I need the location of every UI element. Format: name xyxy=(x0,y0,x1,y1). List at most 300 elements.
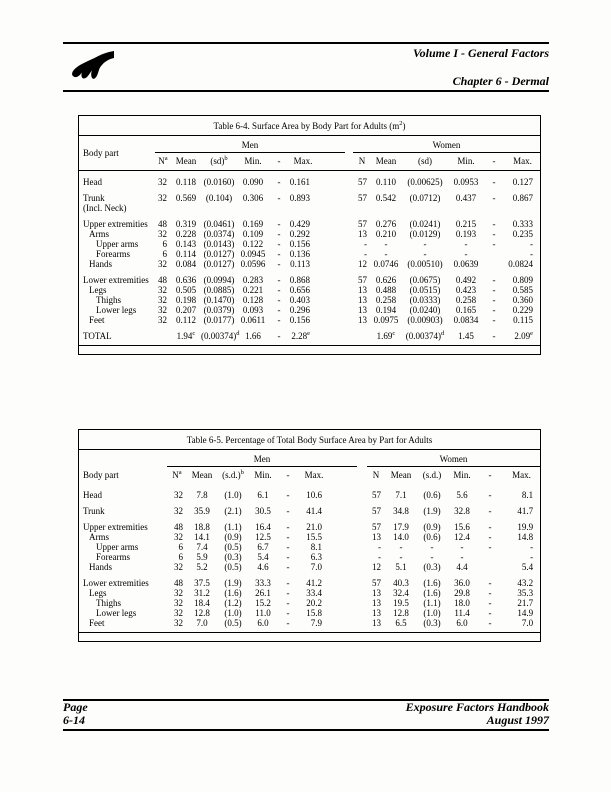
table-row xyxy=(79,213,540,229)
body-part-label: Upper extremities xyxy=(83,522,148,532)
cell-min-men: 30.5 xyxy=(255,506,271,516)
cell-sep-women: - xyxy=(488,532,492,542)
cell-min-men: 4.6 xyxy=(257,562,269,572)
spacer xyxy=(329,467,367,484)
body-part-label: Legs xyxy=(89,285,107,295)
body-part-cell xyxy=(79,213,155,229)
cell-sep-women: - xyxy=(492,177,496,187)
cell-sep-men: - xyxy=(277,239,281,249)
body-part-cell xyxy=(79,562,167,572)
cell-max-women: - xyxy=(530,542,534,552)
body-part-label: Lower legs xyxy=(96,305,137,315)
body-part-cell xyxy=(79,239,155,249)
cell-sep-men: - xyxy=(286,552,290,562)
men-group-header xyxy=(167,450,367,467)
cell-mean-men: 31.2 xyxy=(194,588,210,598)
spacer xyxy=(329,532,367,542)
cell-sd-men: (0.0885) xyxy=(203,285,235,295)
cell-min-women: 5.6 xyxy=(456,490,468,500)
cell-min-women: 18.0 xyxy=(454,598,470,608)
body-part-cell xyxy=(79,171,155,188)
table-row xyxy=(79,516,540,532)
cell-sd-men: (0.0461) xyxy=(203,219,235,229)
cell-sep-men: - xyxy=(277,305,281,315)
cell-sep-men: - xyxy=(277,249,281,259)
cell-min-women: - xyxy=(464,249,468,259)
table-row xyxy=(79,187,540,213)
cell-min-women: 0.193 xyxy=(455,229,477,239)
cell-n-men: 6 xyxy=(178,552,183,562)
cell-max-women: 0.333 xyxy=(512,219,534,229)
cell-min-men: 0.283 xyxy=(242,275,264,285)
cell-sep-women: - xyxy=(492,315,496,325)
cell-mean-men: 0.143 xyxy=(175,239,197,249)
cell-max-men: 21.0 xyxy=(306,522,322,532)
body-part-cell xyxy=(79,608,167,618)
spacer xyxy=(317,259,353,269)
cell-sd-men: (0.0177) xyxy=(203,315,235,325)
cell-n-women: 57 xyxy=(372,506,382,516)
body-part-cell xyxy=(79,542,167,552)
cell-mean-men: 7.4 xyxy=(196,542,208,552)
body-part-header: Body part xyxy=(83,470,119,480)
cell-mean-men: 14.1 xyxy=(194,532,210,542)
col-header: - xyxy=(269,153,289,171)
cell-sd-men: (0.1470) xyxy=(203,295,235,305)
cell-n-men: 6 xyxy=(162,249,167,259)
cell-sd-women: $(0.00374)^d$ xyxy=(405,330,445,341)
cell-max-men: 0.403 xyxy=(289,295,310,305)
cell-mean-women: 32.4 xyxy=(393,588,409,598)
cell-sd-women: (0.00510) xyxy=(407,259,443,269)
cell-sep-women: - xyxy=(488,490,492,500)
spacer xyxy=(329,500,367,516)
cell-mean-women: - xyxy=(399,542,403,552)
cell-mean-women: - xyxy=(384,249,388,259)
cell-mean-women: - xyxy=(399,552,403,562)
footer-title-block xyxy=(406,701,549,727)
cell-mean-men: 0.569 xyxy=(175,193,197,203)
cell-sep-women: - xyxy=(488,506,492,516)
cell-mean-men: 7.0 xyxy=(196,618,208,628)
col-header: Min. xyxy=(237,153,269,171)
cell-n-women: 57 xyxy=(358,193,367,203)
cell-sep-men: - xyxy=(277,259,281,269)
cell-sd-women: (0.0240) xyxy=(409,305,441,315)
cell-mean-men: 0.228 xyxy=(175,229,197,239)
col-header: Mean xyxy=(171,153,201,171)
cell-sd-women: (0.9) xyxy=(423,522,441,532)
cell-n-men: 32 xyxy=(174,608,183,618)
cell-min-men: 6.1 xyxy=(257,490,269,500)
cell-mean-women: 0.258 xyxy=(375,295,397,305)
cell-n-women: - xyxy=(378,552,382,562)
women-label: Women xyxy=(432,140,461,150)
cell-sd-women: (0.00625) xyxy=(407,177,443,187)
cell-mean-women: 12.8 xyxy=(393,608,409,618)
cell-mean-women: 0.210 xyxy=(375,229,397,239)
body-part-label: Head xyxy=(83,490,102,500)
cell-mean-women: 7.1 xyxy=(395,490,407,500)
cell-n-women: 13 xyxy=(358,315,367,325)
cell-n-women: 57 xyxy=(372,490,382,500)
cell-n-women: 13 xyxy=(358,295,367,305)
cell-max-men: 0.656 xyxy=(289,285,310,295)
cell-sep-men: - xyxy=(286,608,290,618)
cell-min-men: 0.090 xyxy=(242,177,264,187)
body-part-cell xyxy=(79,618,167,628)
footer-page-block xyxy=(63,701,88,727)
cell-n-women: 57 xyxy=(372,522,382,532)
spacer xyxy=(317,315,353,325)
spacer xyxy=(317,295,353,305)
cell-sd-men: (0.0127) xyxy=(203,249,235,259)
cell-min-men: 0.122 xyxy=(242,239,264,249)
spacer xyxy=(329,516,367,532)
cell-max-women: 0.585 xyxy=(512,285,534,295)
cell-min-women: 0.215 xyxy=(455,219,477,229)
cell-sep-men: - xyxy=(277,315,281,325)
table-row xyxy=(79,608,540,618)
cell-mean-women: 0.276 xyxy=(375,219,397,229)
cell-n-men: 32 xyxy=(174,618,183,628)
cell-mean-men: 0.118 xyxy=(176,177,196,187)
cell-mean-women: 0.626 xyxy=(375,275,397,285)
cell-mean-men: 7.8 xyxy=(196,490,208,500)
cell-sep-men: - xyxy=(286,588,290,598)
spacer xyxy=(317,239,353,249)
cell-min-women: 15.6 xyxy=(454,522,470,532)
cell-sep-men: - xyxy=(286,522,290,532)
cell-sep-women: - xyxy=(492,331,496,341)
body-part-cell xyxy=(79,259,155,269)
cell-mean-men: 37.5 xyxy=(194,578,210,588)
spacer xyxy=(317,305,353,315)
body-part-cell xyxy=(79,187,155,213)
cell-sep-men: - xyxy=(286,562,290,572)
cell-mean-men: 5.2 xyxy=(196,562,208,572)
col-header: N xyxy=(353,153,371,171)
cell-sd-men: (1.0) xyxy=(224,608,242,618)
cell-sd-women: (0.6) xyxy=(423,532,441,542)
header-top-rule xyxy=(63,42,549,44)
women-group-header xyxy=(353,136,540,153)
cell-max-women: 0.115 xyxy=(513,315,534,325)
cell-mean-women: 1.69$^c$ xyxy=(376,330,396,341)
cell-sep-men: - xyxy=(286,532,290,542)
spacer xyxy=(329,484,367,500)
cell-sep-men: - xyxy=(277,219,281,229)
cell-min-women: 29.8 xyxy=(454,588,470,598)
cell-min-men: 0.109 xyxy=(242,229,264,239)
cell-n-women: 13 xyxy=(372,618,382,628)
table-row xyxy=(79,269,540,285)
body-part-label: Upper extremities xyxy=(83,219,148,229)
cell-n-women: 13 xyxy=(358,229,367,239)
cell-sd-men: (0.0143) xyxy=(203,239,235,249)
cell-sd-men: (0.5) xyxy=(224,562,242,572)
table-6-5-box xyxy=(78,429,541,642)
table-6-4-box xyxy=(78,115,541,355)
men-group-header xyxy=(155,136,353,153)
cell-mean-women: 6.5 xyxy=(395,618,407,628)
cell-n-men: 32 xyxy=(158,259,167,269)
cell-n-men: 32 xyxy=(158,305,167,315)
cell-max-men: 6.3 xyxy=(310,552,322,562)
cell-n-men: 32 xyxy=(174,598,183,608)
cell-sd-men: (0.0127) xyxy=(203,259,235,269)
cell-sd-women: (0.3) xyxy=(423,618,441,628)
cell-mean-women: 0.0975 xyxy=(373,315,399,325)
cell-mean-men: 35.9 xyxy=(194,506,210,516)
cell-mean-women: 5.1 xyxy=(395,562,407,572)
cell-sep-women: - xyxy=(492,219,496,229)
footer-page-label: Page xyxy=(63,700,88,714)
table-row xyxy=(79,239,540,249)
men-label: Men xyxy=(241,140,259,150)
cell-min-men: 0.306 xyxy=(242,193,264,203)
cell-max-women: 8.1 xyxy=(521,490,534,500)
cell-mean-women: 14.0 xyxy=(393,532,409,542)
cell-sd-men: (0.0160) xyxy=(203,177,235,187)
table-6-5-footnotes xyxy=(79,632,540,641)
cell-mean-men: 0.207 xyxy=(175,305,197,315)
cell-max-men: 0.136 xyxy=(289,249,310,259)
cell-n-women: - xyxy=(378,542,382,552)
body-part-cell xyxy=(79,325,155,341)
cell-sd-men: (0.0994) xyxy=(203,275,235,285)
col-header: Max. xyxy=(505,153,540,171)
cell-min-women: 0.0834 xyxy=(453,315,479,325)
cell-n-men: 6 xyxy=(178,542,183,552)
cell-n-women: 13 xyxy=(358,305,367,315)
cell-sd-men: (1.2) xyxy=(224,598,242,608)
table-row xyxy=(79,500,540,516)
cell-n-women: 13 xyxy=(372,588,382,598)
cell-sd-men: (0.104) xyxy=(205,193,233,203)
cell-max-men: 0.429 xyxy=(289,219,310,229)
cell-sd-men: (0.0374) xyxy=(203,229,235,239)
col-header: $(s.d.)^b$ xyxy=(222,469,244,480)
cell-min-women: 0.165 xyxy=(455,305,477,315)
table-row xyxy=(79,305,540,315)
women-group-header xyxy=(367,450,540,467)
cell-min-men: 0.128 xyxy=(242,295,264,305)
cell-max-women: 0.809 xyxy=(512,275,534,285)
cell-n-men: 32 xyxy=(174,562,183,572)
col-header: Min. xyxy=(254,470,272,480)
cell-sd-women: (0.6) xyxy=(423,490,441,500)
body-part-cell xyxy=(79,249,155,259)
cell-mean-men: 18.4 xyxy=(194,598,210,608)
cell-max-women: - xyxy=(530,249,534,259)
body-part-label: Forearms xyxy=(96,249,130,259)
cell-sd-men: (0.5) xyxy=(224,618,242,628)
footer-handbook-title: Exposure Factors Handbook xyxy=(405,700,549,714)
footer-date: August 1997 xyxy=(486,713,549,727)
body-part-label: Arms xyxy=(89,532,109,542)
cell-min-men: 0.093 xyxy=(242,305,264,315)
cell-mean-men: 0.505 xyxy=(175,285,197,295)
cell-n-women: 13 xyxy=(372,532,382,542)
cell-mean-women: 0.488 xyxy=(375,285,397,295)
cell-sd-women: (1.1) xyxy=(423,598,441,608)
cell-sep-men: - xyxy=(277,177,281,187)
table-row xyxy=(79,618,540,628)
cell-max-men: 41.4 xyxy=(306,506,322,516)
cell-n-men: 48 xyxy=(158,219,167,229)
body-part-label: Thighs xyxy=(96,295,122,305)
spacer xyxy=(329,572,367,588)
cell-sd-men: (1.1) xyxy=(224,522,242,532)
body-part-label: Feet xyxy=(89,315,105,325)
cell-sep-women: - xyxy=(488,588,492,598)
cell-sd-women: (0.0712) xyxy=(409,193,441,203)
cell-sep-men: - xyxy=(286,598,290,608)
cell-sep-women xyxy=(477,552,503,562)
cell-min-women: 0.492 xyxy=(455,275,477,285)
table-row xyxy=(79,171,540,188)
cell-mean-women: 34.8 xyxy=(393,506,409,516)
body-part-label: Lower legs xyxy=(96,608,137,618)
cell-max-men: 0.893 xyxy=(289,193,310,203)
cell-mean-men: 12.8 xyxy=(194,608,210,618)
cell-sep-women: - xyxy=(492,193,496,203)
cell-sep-women xyxy=(477,562,503,572)
spacer xyxy=(329,562,367,572)
cell-max-women: 5.4 xyxy=(521,562,534,572)
cell-min-women: - xyxy=(464,239,468,249)
cell-max-men: 15.5 xyxy=(306,532,322,542)
cell-sep-men: - xyxy=(277,229,281,239)
table-row xyxy=(79,249,540,259)
body-part-cell xyxy=(79,295,155,305)
cell-sep-women: - xyxy=(488,578,492,588)
cell-max-men: 8.1 xyxy=(310,542,322,552)
body-part-cell xyxy=(79,552,167,562)
body-part-label: Arms xyxy=(89,229,109,239)
col-header: Max. xyxy=(304,470,324,480)
col-header: Min. xyxy=(449,153,483,171)
cell-max-women: 0.229 xyxy=(512,305,534,315)
body-part-cell xyxy=(79,315,155,325)
cell-mean-men: 0.319 xyxy=(175,219,197,229)
cell-n-women: - xyxy=(364,249,367,259)
cell-sep-women: - xyxy=(492,275,496,285)
cell-sd-women: (0.0241) xyxy=(409,219,441,229)
body-part-label: Lower extremities xyxy=(83,578,149,588)
cell-mean-women: 0.194 xyxy=(375,305,397,315)
cell-max-women: 7.0 xyxy=(521,618,534,628)
cell-max-women: 19.9 xyxy=(517,522,534,532)
col-header: Max. xyxy=(289,153,317,171)
cell-max-women: 41.7 xyxy=(517,506,534,516)
cell-max-women: - xyxy=(530,552,534,562)
cell-n-men: 32 xyxy=(158,177,167,187)
cell-min-women: 1.45 xyxy=(458,331,474,341)
cell-sep-men: - xyxy=(286,542,290,552)
spacer xyxy=(317,153,353,171)
cell-n-men xyxy=(155,325,171,341)
cell-sd-women: (0.3) xyxy=(423,562,441,572)
cell-max-women: 0.0824 xyxy=(508,259,534,269)
spacer xyxy=(317,229,353,239)
table-row xyxy=(79,229,540,239)
cell-sd-women: (0.0333) xyxy=(409,295,441,305)
cell-min-women: 0.258 xyxy=(455,295,477,305)
cell-min-men: 16.4 xyxy=(255,522,271,532)
cell-max-men: 7.9 xyxy=(310,618,322,628)
table-row xyxy=(79,532,540,542)
body-part-cell xyxy=(79,500,167,516)
cell-sep-men: - xyxy=(286,490,290,500)
cell-sd-men: (1.6) xyxy=(224,588,242,598)
cell-min-women: 32.8 xyxy=(454,506,470,516)
cell-n-women: 13 xyxy=(372,598,382,608)
body-part-cell xyxy=(79,305,155,315)
body-part-cell xyxy=(79,285,155,295)
cell-min-women: 0.423 xyxy=(455,285,477,295)
cell-sd-men: (1.0) xyxy=(224,490,242,500)
cell-max-men: 2.28e xyxy=(291,330,310,341)
body-part-cell xyxy=(79,588,167,598)
cell-sep-men: - xyxy=(286,506,290,516)
cell-n-women: 57 xyxy=(372,578,382,588)
cell-mean-women: 17.9 xyxy=(393,522,409,532)
cell-sep-men: - xyxy=(277,275,281,285)
cell-sd-men: (1.9) xyxy=(224,578,242,588)
cell-n-men: 48 xyxy=(158,275,167,285)
col-header: N xyxy=(372,470,380,480)
cell-sd-women: (1.6) xyxy=(423,588,441,598)
cell-max-men: 0.868 xyxy=(289,275,310,285)
header-bottom-rule xyxy=(63,90,549,92)
col-header: - xyxy=(488,470,492,480)
body-part-label: Thighs xyxy=(96,598,122,608)
cell-max-men: 33.4 xyxy=(306,588,322,598)
col-header: Mean xyxy=(390,470,412,480)
body-part-header: Body part xyxy=(79,136,155,171)
col-header: (sd)$^b$ xyxy=(201,153,237,171)
volume-title: Volume I - General Factors xyxy=(412,46,549,60)
cell-max-women: 2.09e xyxy=(514,330,534,341)
col-header: Mean xyxy=(191,470,213,480)
cell-sd-women: (0.0129) xyxy=(409,229,441,239)
cell-min-women: 12.4 xyxy=(454,532,470,542)
table-row xyxy=(79,552,540,562)
cell-min-men: 1.66 xyxy=(245,331,261,341)
hand-logo-icon xyxy=(68,51,114,89)
cell-n-women xyxy=(353,325,371,341)
cell-max-men: 10.6 xyxy=(306,490,322,500)
cell-sep-men: - xyxy=(277,193,281,203)
cell-min-women: 0.0953 xyxy=(453,177,479,187)
cell-max-women: 0.235 xyxy=(512,229,534,239)
cell-sd-women: (1.9) xyxy=(423,506,441,516)
cell-sep-women: - xyxy=(492,305,496,315)
cell-n-women: 13 xyxy=(372,608,382,618)
cell-sd-men: (0.5) xyxy=(224,542,242,552)
cell-sep-men: - xyxy=(286,618,290,628)
table-6-5 xyxy=(79,450,540,628)
cell-n-men: 32 xyxy=(174,506,183,516)
cell-sd-women: - xyxy=(430,552,434,562)
cell-sd-men: (2.1) xyxy=(224,506,242,516)
cell-sep-women: - xyxy=(488,522,492,532)
cell-n-women: 57 xyxy=(358,275,367,285)
cell-max-men: 20.2 xyxy=(306,598,322,608)
footer-page-number: 6-14 xyxy=(63,713,85,727)
